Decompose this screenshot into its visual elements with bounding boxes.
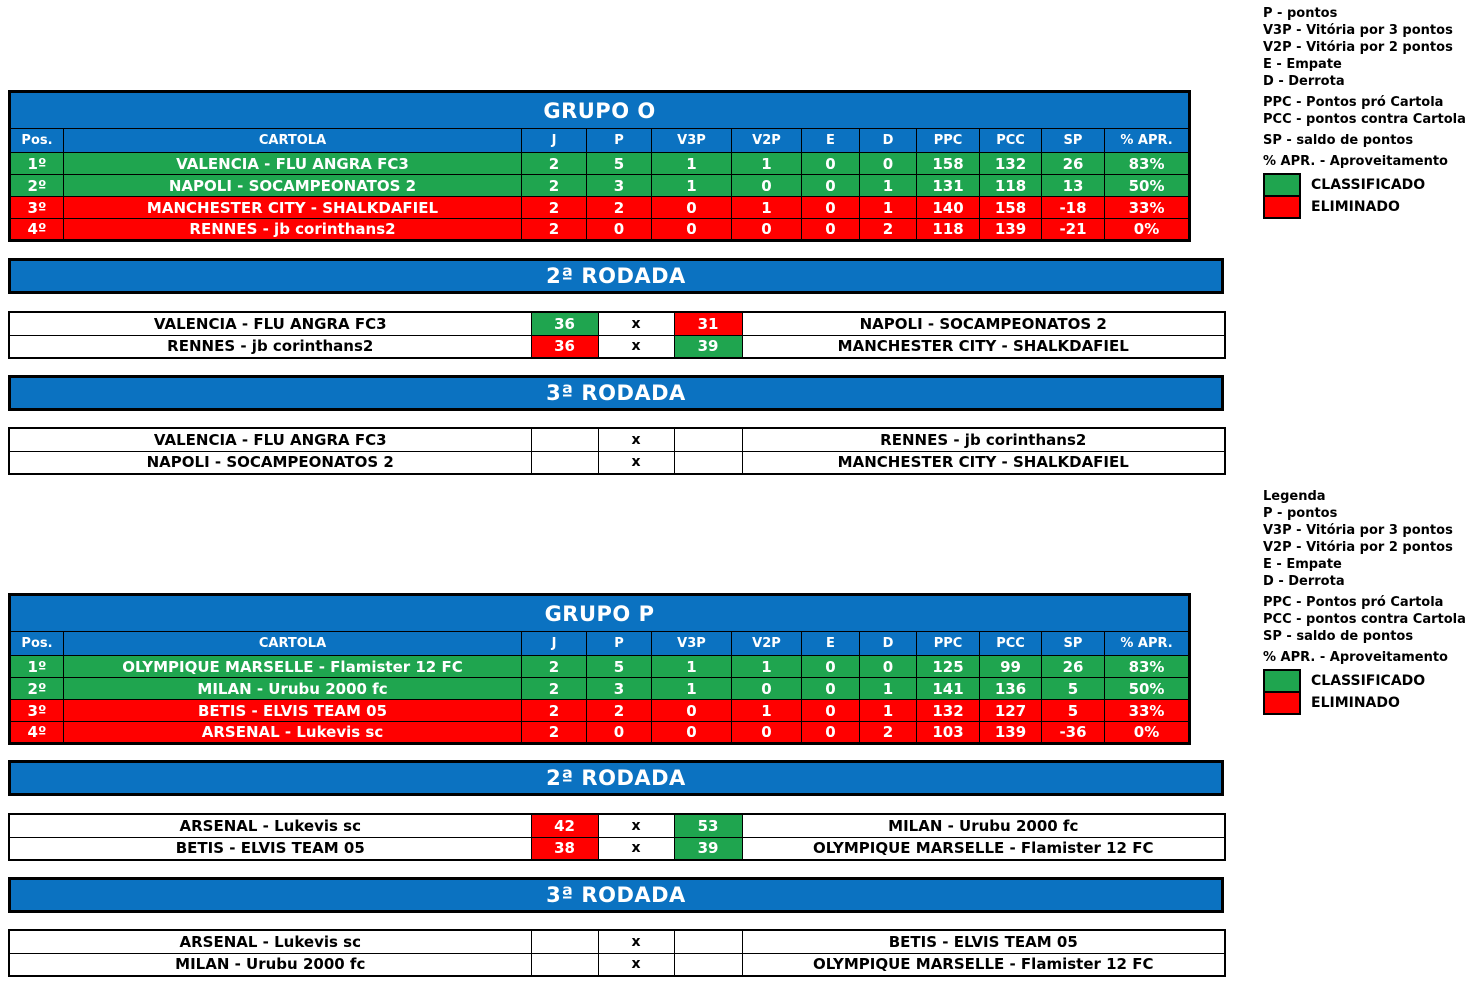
group-o-rodada2-header: 2ª RODADA — [8, 258, 1224, 294]
legend-item-e: E - Empate — [1263, 557, 1342, 572]
away-score — [674, 451, 742, 474]
group-p-standings-table — [8, 593, 1191, 745]
eliminado-key-row — [1263, 691, 1469, 715]
standings-row — [10, 219, 1190, 241]
cell-apr: 33% — [1105, 700, 1190, 722]
home-team: RENNES - jb corinthans2 — [9, 335, 531, 358]
away-team: OLYMPIQUE MARSELLE - Flamister 12 FC — [742, 953, 1225, 976]
cell-cartola: NAPOLI - SOCAMPEONATOS 2 — [64, 175, 522, 197]
cell-j: 2 — [522, 197, 587, 219]
col-pcc: PCC — [980, 632, 1042, 656]
group-p-rodada2-header: 2ª RODADA — [8, 760, 1224, 796]
cell-p: 2 — [587, 700, 652, 722]
cell-d: 0 — [860, 153, 917, 175]
cell-pos: 1º — [10, 656, 64, 678]
legend-color-key — [1263, 173, 1469, 219]
cell-v3p: 1 — [652, 175, 732, 197]
classificado-label: CLASSIFICADO — [1311, 673, 1426, 689]
match-row — [9, 335, 1225, 358]
cell-sp: 13 — [1042, 175, 1105, 197]
legend-item-sp: SP - saldo de pontos — [1263, 133, 1414, 148]
cell-pos: 2º — [10, 175, 64, 197]
classificado-label: CLASSIFICADO — [1311, 177, 1426, 193]
cell-e: 0 — [802, 175, 860, 197]
standings-row — [10, 197, 1190, 219]
vs-separator: x — [598, 837, 674, 860]
cell-j: 2 — [522, 722, 587, 744]
cell-p: 3 — [587, 678, 652, 700]
col-apr: % APR. — [1105, 129, 1190, 153]
col-cartola: CARTOLA — [64, 129, 522, 153]
legend-color-key — [1263, 669, 1469, 715]
cell-sp: 26 — [1042, 656, 1105, 678]
match-row — [9, 930, 1225, 953]
cell-pos: 3º — [10, 197, 64, 219]
home-score: 36 — [531, 312, 598, 335]
col-pcc: PCC — [980, 129, 1042, 153]
away-score — [674, 953, 742, 976]
away-score: 39 — [674, 837, 742, 860]
classificado-color-swatch — [1263, 173, 1301, 197]
home-team: ARSENAL - Lukevis sc — [9, 930, 531, 953]
home-score: 42 — [531, 814, 598, 837]
cell-apr: 83% — [1105, 656, 1190, 678]
col-d: D — [860, 129, 917, 153]
col-ppc: PPC — [917, 632, 980, 656]
vs-separator: x — [598, 953, 674, 976]
cell-p: 5 — [587, 656, 652, 678]
legend-item-d: D - Derrota — [1263, 74, 1345, 89]
group-p-title-row — [10, 595, 1190, 632]
away-score: 31 — [674, 312, 742, 335]
eliminado-label: ELIMINADO — [1311, 199, 1400, 215]
cell-apr: 0% — [1105, 722, 1190, 744]
legend-item-sp: SP - saldo de pontos — [1263, 629, 1414, 644]
cell-j: 2 — [522, 153, 587, 175]
cell-cartola: MANCHESTER CITY - SHALKDAFIEL — [64, 197, 522, 219]
home-score: 36 — [531, 335, 598, 358]
legend-item-v3p: V3P - Vitória por 3 pontos — [1263, 23, 1453, 38]
col-ppc: PPC — [917, 129, 980, 153]
legend-item-v2p: V2P - Vitória por 2 pontos — [1263, 540, 1453, 555]
cell-d: 0 — [860, 656, 917, 678]
home-score: 38 — [531, 837, 598, 860]
cell-j: 2 — [522, 678, 587, 700]
cell-p: 5 — [587, 153, 652, 175]
cell-d: 2 — [860, 219, 917, 241]
cell-ppc: 140 — [917, 197, 980, 219]
cell-ppc: 118 — [917, 219, 980, 241]
cell-v2p: 0 — [732, 175, 802, 197]
match-row — [9, 451, 1225, 474]
cell-d: 1 — [860, 197, 917, 219]
standings-row — [10, 722, 1190, 744]
home-score — [531, 451, 598, 474]
group-p-rodada3-header: 3ª RODADA — [8, 877, 1224, 913]
vs-separator: x — [598, 814, 674, 837]
cell-d: 2 — [860, 722, 917, 744]
group-p-header-row — [10, 632, 1190, 656]
cell-cartola: OLYMPIQUE MARSELLE - Flamister 12 FC — [64, 656, 522, 678]
cell-apr: 50% — [1105, 175, 1190, 197]
group-o-rodada3-matches — [8, 427, 1226, 475]
col-cartola: CARTOLA — [64, 632, 522, 656]
match-row — [9, 428, 1225, 451]
legend-item-ppc: PPC - Pontos pró Cartola — [1263, 95, 1444, 110]
cell-ppc: 132 — [917, 700, 980, 722]
legend-item-v3p: V3P - Vitória por 3 pontos — [1263, 523, 1453, 538]
cell-cartola: VALENCIA - FLU ANGRA FC3 — [64, 153, 522, 175]
legend-item-pcc: PCC - pontos contra Cartola — [1263, 612, 1466, 627]
eliminado-key-row — [1263, 195, 1469, 219]
col-d: D — [860, 632, 917, 656]
cell-d: 1 — [860, 700, 917, 722]
cell-pcc: 158 — [980, 197, 1042, 219]
cell-sp: 26 — [1042, 153, 1105, 175]
cell-ppc: 141 — [917, 678, 980, 700]
cell-v3p: 0 — [652, 219, 732, 241]
col-pos: Pos. — [10, 129, 64, 153]
col-sp: SP — [1042, 632, 1105, 656]
away-team: BETIS - ELVIS TEAM 05 — [742, 930, 1225, 953]
vs-separator: x — [598, 428, 674, 451]
group-o-title-row — [10, 92, 1190, 129]
home-score — [531, 930, 598, 953]
legend-top — [1263, 5, 1469, 219]
cell-e: 0 — [802, 219, 860, 241]
cell-v2p: 0 — [732, 722, 802, 744]
match-row — [9, 953, 1225, 976]
cell-apr: 83% — [1105, 153, 1190, 175]
cell-sp: 5 — [1042, 700, 1105, 722]
away-score — [674, 930, 742, 953]
group-o-standings-table — [8, 90, 1191, 242]
cell-pos: 3º — [10, 700, 64, 722]
away-score — [674, 428, 742, 451]
cell-ppc: 131 — [917, 175, 980, 197]
cell-sp: -36 — [1042, 722, 1105, 744]
cell-p: 0 — [587, 722, 652, 744]
cell-j: 2 — [522, 175, 587, 197]
home-score — [531, 953, 598, 976]
col-sp: SP — [1042, 129, 1105, 153]
legend-title: Legenda — [1263, 489, 1326, 504]
cell-sp: -18 — [1042, 197, 1105, 219]
cell-cartola: BETIS - ELVIS TEAM 05 — [64, 700, 522, 722]
cell-pcc: 136 — [980, 678, 1042, 700]
col-p: P — [587, 129, 652, 153]
legend-item-ppc: PPC - Pontos pró Cartola — [1263, 595, 1444, 610]
col-pos: Pos. — [10, 632, 64, 656]
cell-apr: 50% — [1105, 678, 1190, 700]
cell-e: 0 — [802, 678, 860, 700]
cell-e: 0 — [802, 656, 860, 678]
legend-item-apr: % APR. - Aproveitamento — [1263, 154, 1448, 169]
cell-p: 0 — [587, 219, 652, 241]
cell-ppc: 158 — [917, 153, 980, 175]
eliminado-color-swatch — [1263, 691, 1301, 715]
cell-j: 2 — [522, 656, 587, 678]
cell-v2p: 0 — [732, 678, 802, 700]
match-row — [9, 837, 1225, 860]
col-v3p: V3P — [652, 129, 732, 153]
col-apr: % APR. — [1105, 632, 1190, 656]
col-v2p: V2P — [732, 632, 802, 656]
standings-row — [10, 678, 1190, 700]
cell-v2p: 1 — [732, 700, 802, 722]
classificado-key-row — [1263, 669, 1469, 693]
cell-e: 0 — [802, 722, 860, 744]
home-team: VALENCIA - FLU ANGRA FC3 — [9, 312, 531, 335]
cell-pcc: 99 — [980, 656, 1042, 678]
cell-j: 2 — [522, 700, 587, 722]
cell-pos: 4º — [10, 219, 64, 241]
cell-d: 1 — [860, 175, 917, 197]
legend-item-p: P - pontos — [1263, 6, 1338, 21]
away-team: OLYMPIQUE MARSELLE - Flamister 12 FC — [742, 837, 1225, 860]
cell-v2p: 0 — [732, 219, 802, 241]
cell-p: 3 — [587, 175, 652, 197]
col-e: E — [802, 129, 860, 153]
away-score: 39 — [674, 335, 742, 358]
col-j: J — [522, 129, 587, 153]
cell-sp: -21 — [1042, 219, 1105, 241]
legend-item-e: E - Empate — [1263, 57, 1342, 72]
col-v3p: V3P — [652, 632, 732, 656]
standings-row — [10, 153, 1190, 175]
cell-j: 2 — [522, 219, 587, 241]
away-team: NAPOLI - SOCAMPEONATOS 2 — [742, 312, 1225, 335]
col-v2p: V2P — [732, 129, 802, 153]
group-p-title: GRUPO P — [10, 595, 1190, 632]
cell-ppc: 125 — [917, 656, 980, 678]
vs-separator: x — [598, 451, 674, 474]
classificado-key-row — [1263, 173, 1469, 197]
group-o-rodada2-matches — [8, 311, 1226, 359]
cell-e: 0 — [802, 153, 860, 175]
cell-pcc: 118 — [980, 175, 1042, 197]
cell-pos: 2º — [10, 678, 64, 700]
cell-sp: 5 — [1042, 678, 1105, 700]
home-score — [531, 428, 598, 451]
classificado-color-swatch — [1263, 669, 1301, 693]
away-team: MILAN - Urubu 2000 fc — [742, 814, 1225, 837]
cell-d: 1 — [860, 678, 917, 700]
cell-e: 0 — [802, 700, 860, 722]
away-score: 53 — [674, 814, 742, 837]
cell-v3p: 0 — [652, 722, 732, 744]
cell-v3p: 0 — [652, 700, 732, 722]
cell-pcc: 127 — [980, 700, 1042, 722]
vs-separator: x — [598, 312, 674, 335]
cell-p: 2 — [587, 197, 652, 219]
away-team: MANCHESTER CITY - SHALKDAFIEL — [742, 335, 1225, 358]
home-team: ARSENAL - Lukevis sc — [9, 814, 531, 837]
group-o-header-row — [10, 129, 1190, 153]
away-team: MANCHESTER CITY - SHALKDAFIEL — [742, 451, 1225, 474]
cell-pcc: 139 — [980, 722, 1042, 744]
standings-row — [10, 700, 1190, 722]
eliminado-color-swatch — [1263, 195, 1301, 219]
standings-row — [10, 175, 1190, 197]
cell-pos: 1º — [10, 153, 64, 175]
standings-row — [10, 656, 1190, 678]
cell-pcc: 132 — [980, 153, 1042, 175]
cell-v2p: 1 — [732, 656, 802, 678]
match-row — [9, 814, 1225, 837]
cell-v2p: 1 — [732, 197, 802, 219]
legend-item-apr: % APR. - Aproveitamento — [1263, 650, 1448, 665]
vs-separator: x — [598, 930, 674, 953]
cell-v3p: 1 — [652, 678, 732, 700]
cell-pcc: 139 — [980, 219, 1042, 241]
col-j: J — [522, 632, 587, 656]
eliminado-label: ELIMINADO — [1311, 695, 1400, 711]
legend-bottom — [1263, 488, 1469, 715]
cell-v2p: 1 — [732, 153, 802, 175]
match-row — [9, 312, 1225, 335]
cell-v3p: 1 — [652, 153, 732, 175]
group-p-rodada2-matches — [8, 813, 1226, 861]
cell-apr: 33% — [1105, 197, 1190, 219]
legend-item-p: P - pontos — [1263, 506, 1338, 521]
legend-item-pcc: PCC - pontos contra Cartola — [1263, 112, 1466, 127]
cell-cartola: RENNES - jb corinthans2 — [64, 219, 522, 241]
legend-item-d: D - Derrota — [1263, 574, 1345, 589]
cell-ppc: 103 — [917, 722, 980, 744]
cell-cartola: MILAN - Urubu 2000 fc — [64, 678, 522, 700]
home-team: NAPOLI - SOCAMPEONATOS 2 — [9, 451, 531, 474]
cell-cartola: ARSENAL - Lukevis sc — [64, 722, 522, 744]
cell-e: 0 — [802, 197, 860, 219]
group-o-rodada3-header: 3ª RODADA — [8, 375, 1224, 411]
cell-pos: 4º — [10, 722, 64, 744]
legend-item-v2p: V2P - Vitória por 2 pontos — [1263, 40, 1453, 55]
cell-apr: 0% — [1105, 219, 1190, 241]
col-p: P — [587, 632, 652, 656]
group-o-title: GRUPO O — [10, 92, 1190, 129]
cell-v3p: 0 — [652, 197, 732, 219]
home-team: MILAN - Urubu 2000 fc — [9, 953, 531, 976]
col-e: E — [802, 632, 860, 656]
group-p-rodada3-matches — [8, 929, 1226, 977]
vs-separator: x — [598, 335, 674, 358]
home-team: BETIS - ELVIS TEAM 05 — [9, 837, 531, 860]
cell-v3p: 1 — [652, 656, 732, 678]
away-team: RENNES - jb corinthans2 — [742, 428, 1225, 451]
home-team: VALENCIA - FLU ANGRA FC3 — [9, 428, 531, 451]
